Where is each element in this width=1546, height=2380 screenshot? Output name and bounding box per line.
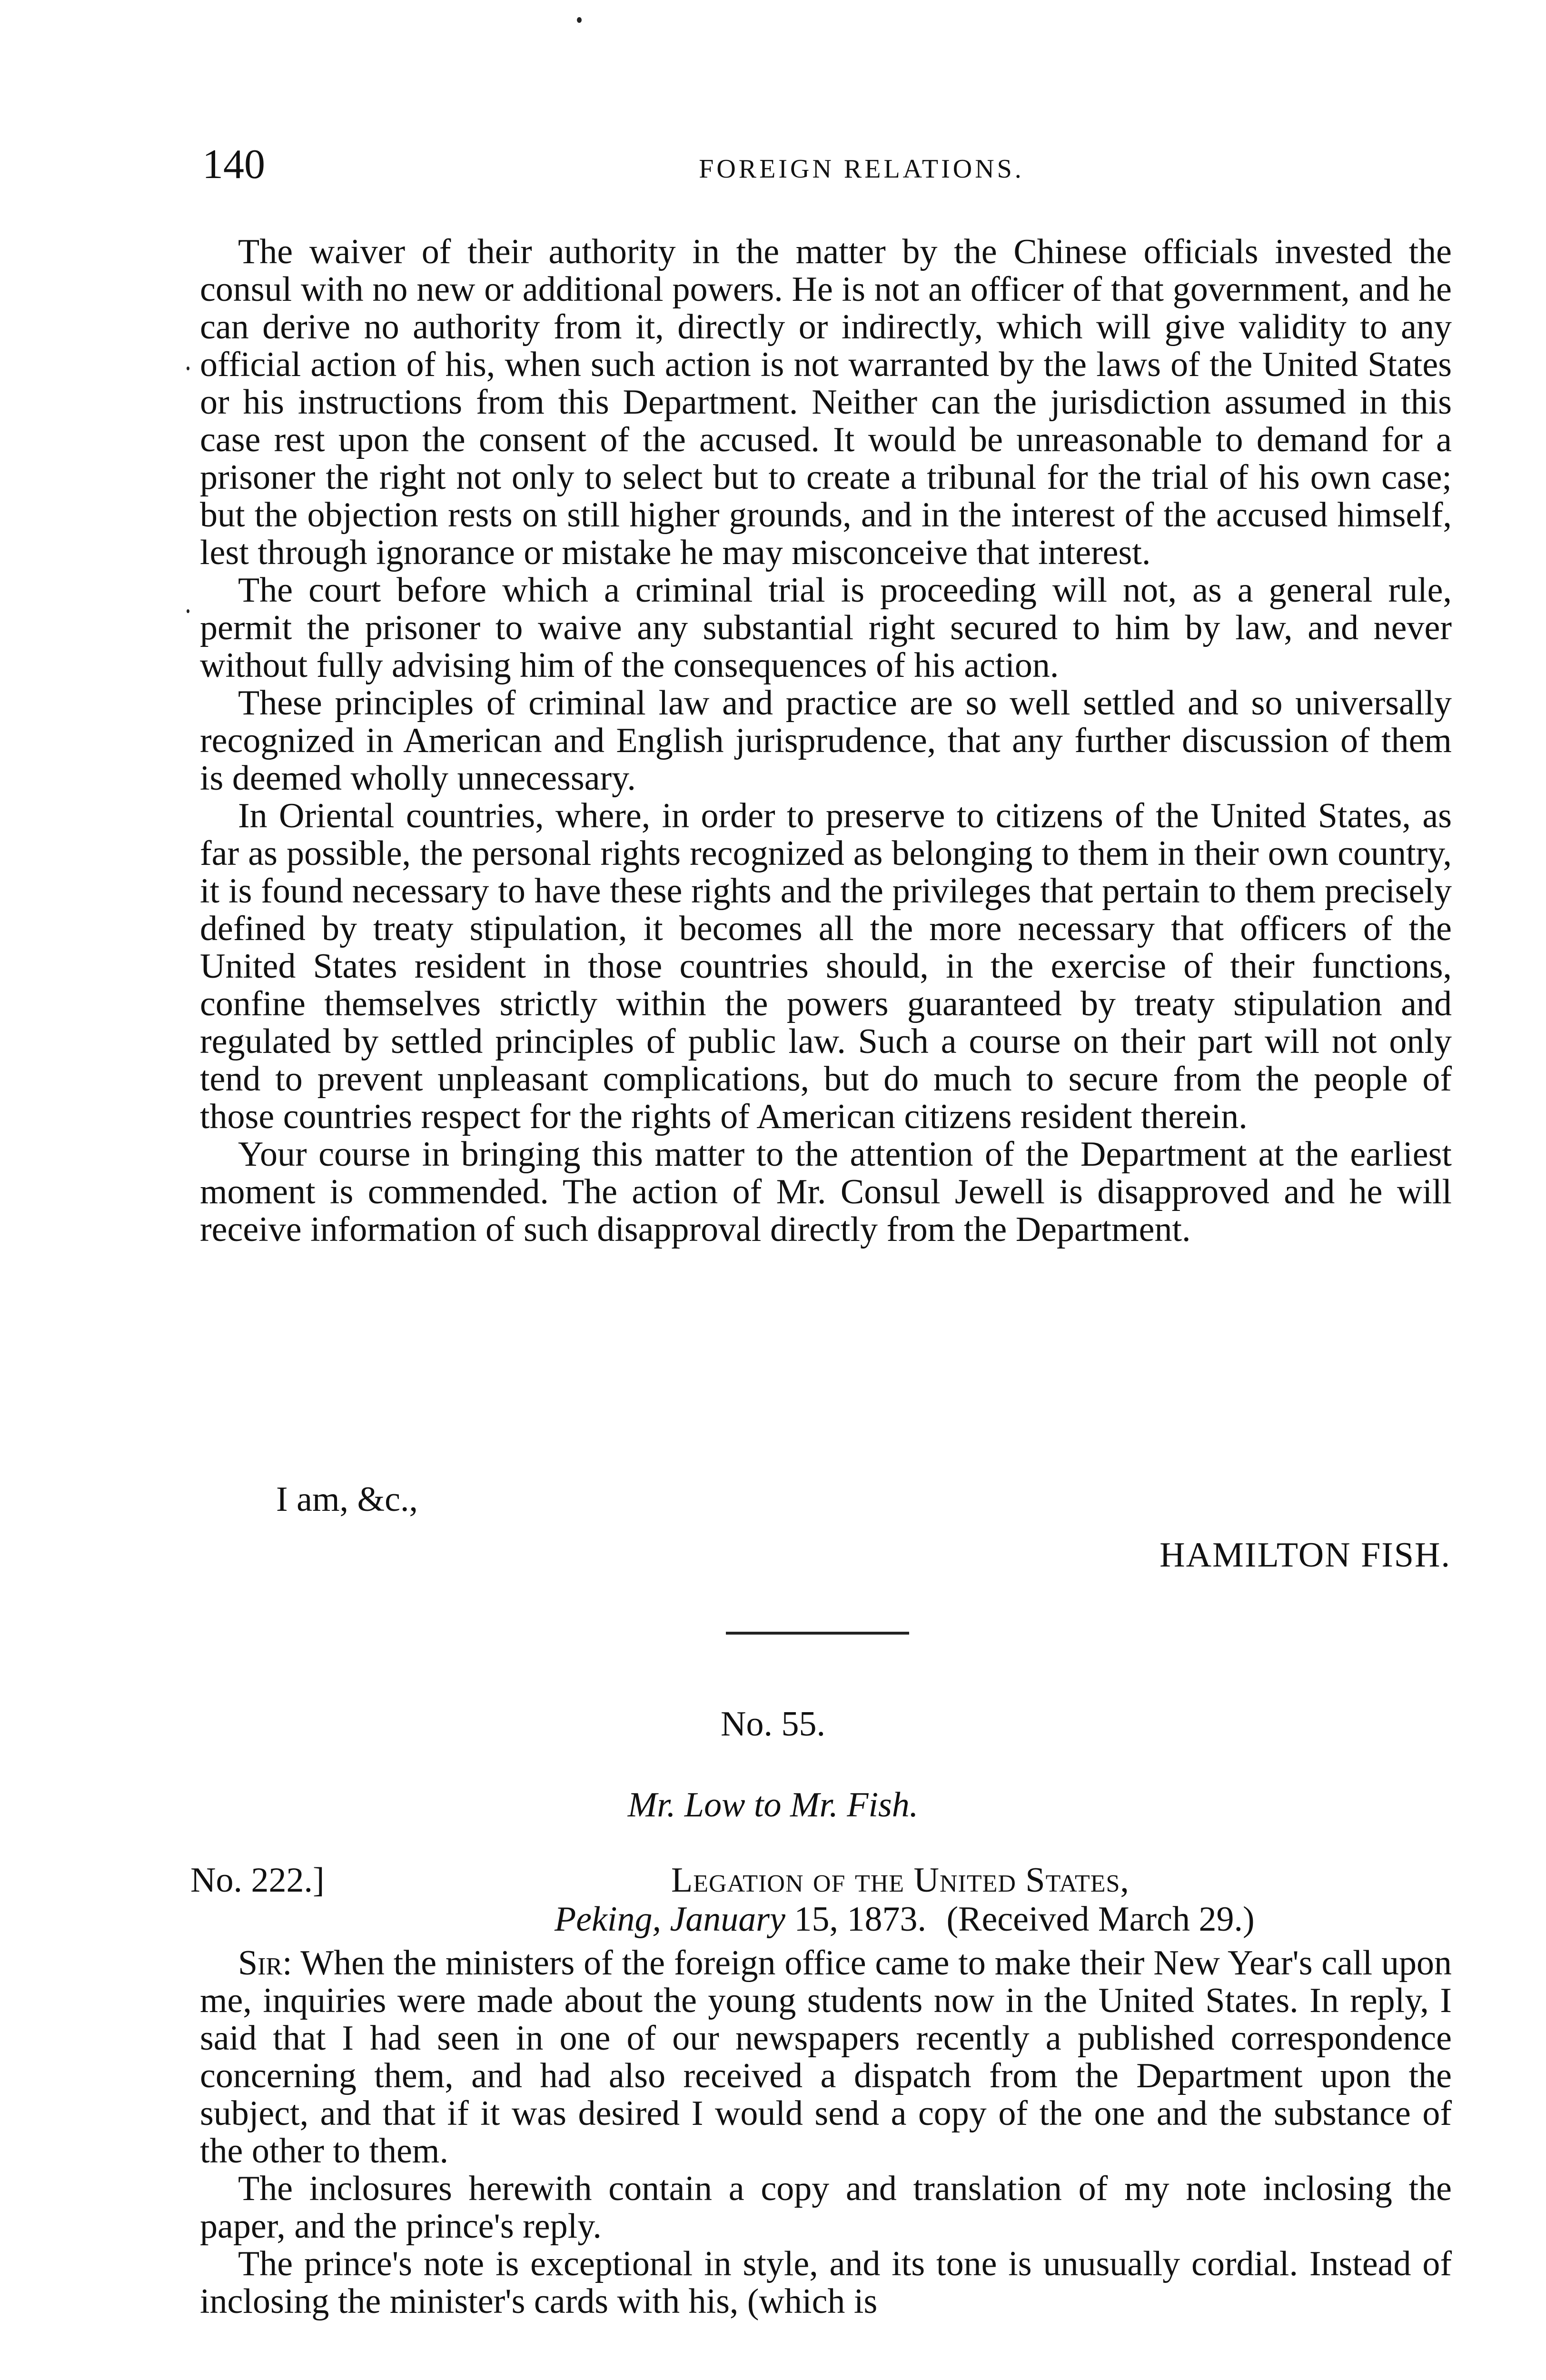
- dateline: [555, 1899, 1255, 1940]
- body-paragraph: These principles of criminal law and practice are so well settled and so universally recognized in American and English jurisprudence, that any further discussion of them is deemed wholly unnecessary.: [200, 684, 1452, 798]
- page-number: 140: [202, 141, 265, 188]
- print-speck: [187, 609, 189, 613]
- legation-heading: Legation of the United States,: [671, 1861, 1130, 1900]
- section-divider: [726, 1632, 909, 1635]
- dateline-date: 15, 1873.: [794, 1900, 926, 1939]
- letter-body: [200, 233, 1452, 1249]
- print-speck: [187, 367, 189, 370]
- running-title: FOREIGN RELATIONS.: [699, 154, 1024, 184]
- body-paragraph: [200, 1944, 1452, 2170]
- received-note: (Received March 29.): [946, 1900, 1255, 1939]
- salutation: Sir:: [238, 1944, 292, 1983]
- correspondents-heading: Mr. Low to Mr. Fish.: [627, 1785, 919, 1825]
- body-paragraph: The court before which a criminal trial is proceeding will not, as a general rule, permit the prisoner to waive any substantial right secured to him by law, and never without fully advising him of the consequences of his action.: [200, 571, 1452, 685]
- letter-closing: I am, &c.,: [276, 1480, 418, 1519]
- body-paragraph: In Oriental countries, where, in order to preserve to citizens of the United States, as far as possible, the personal rights recognized as belonging to them in their own country, it is found necessary to have these rights and the privileges that pertain to them precisely defined by treaty stipulation, it becomes all the more necessary that officers of the United States resident in those countries should, in the exercise of their functions, confine themselves strictly within the powers guaranteed by treaty stipulation and regulated by settled principles of public law. Such a course on their part will not only tend to prevent unpleasant complications, but do much to secure from the people of those countries respect for the rights of American citizens resident therein.: [200, 796, 1452, 1136]
- body-paragraph: The prince's note is exceptional in style, and its tone is unusually cordial. Instead of inclosing the minister's cards with his, (which is: [200, 2244, 1452, 2321]
- dateline-place: Peking, January: [555, 1900, 785, 1939]
- dispatch-number: No. 222.]: [190, 1861, 325, 1900]
- dispatch-body: [200, 1944, 1452, 2320]
- signature: HAMILTON FISH.: [1160, 1536, 1451, 1575]
- document-number: No. 55.: [721, 1705, 825, 1744]
- body-paragraph: The inclosures herewith contain a copy and translation of my note inclosing the paper, and the prince's reply.: [200, 2169, 1452, 2246]
- print-speck: [577, 17, 582, 23]
- salutation-paragraph-text: When the ministers of the foreign office came to make their New Year's call upon me, inquiries were made about the young students now in the United States. In reply, I said that I had seen in one of our newspapers recently a published correspondence concerning them, and had also received a dispatch from the Department upon the subject, and that if it was desired I would send a copy of the one and the substance of the other to them.: [200, 1944, 1452, 2171]
- page-header: [202, 140, 1449, 198]
- body-paragraph: Your course in bringing this matter to the attention of the Department at the earliest moment is commended. The action of Mr. Consul Jewell is disapproved and he will receive information of such disapproval directly from the Department.: [200, 1135, 1452, 1249]
- body-paragraph: The waiver of their authority in the matter by the Chinese officials invested the consul with no new or additional powers. He is not an officer of that government, and he can derive no authority from it, directly or indirectly, which will give validity to any official action of his, when such action is not warranted by the laws of the United States or his instructions from this Department. Neither can the jurisdiction assumed in this case rest upon the consent of the accused. It would be unreasonable to demand for a prisoner the right not only to select but to create a tribunal for the trial of his own case; but the objection rests on still higher grounds, and in the interest of the accused himself, lest through ignorance or mistake he may misconceive that interest.: [200, 232, 1452, 572]
